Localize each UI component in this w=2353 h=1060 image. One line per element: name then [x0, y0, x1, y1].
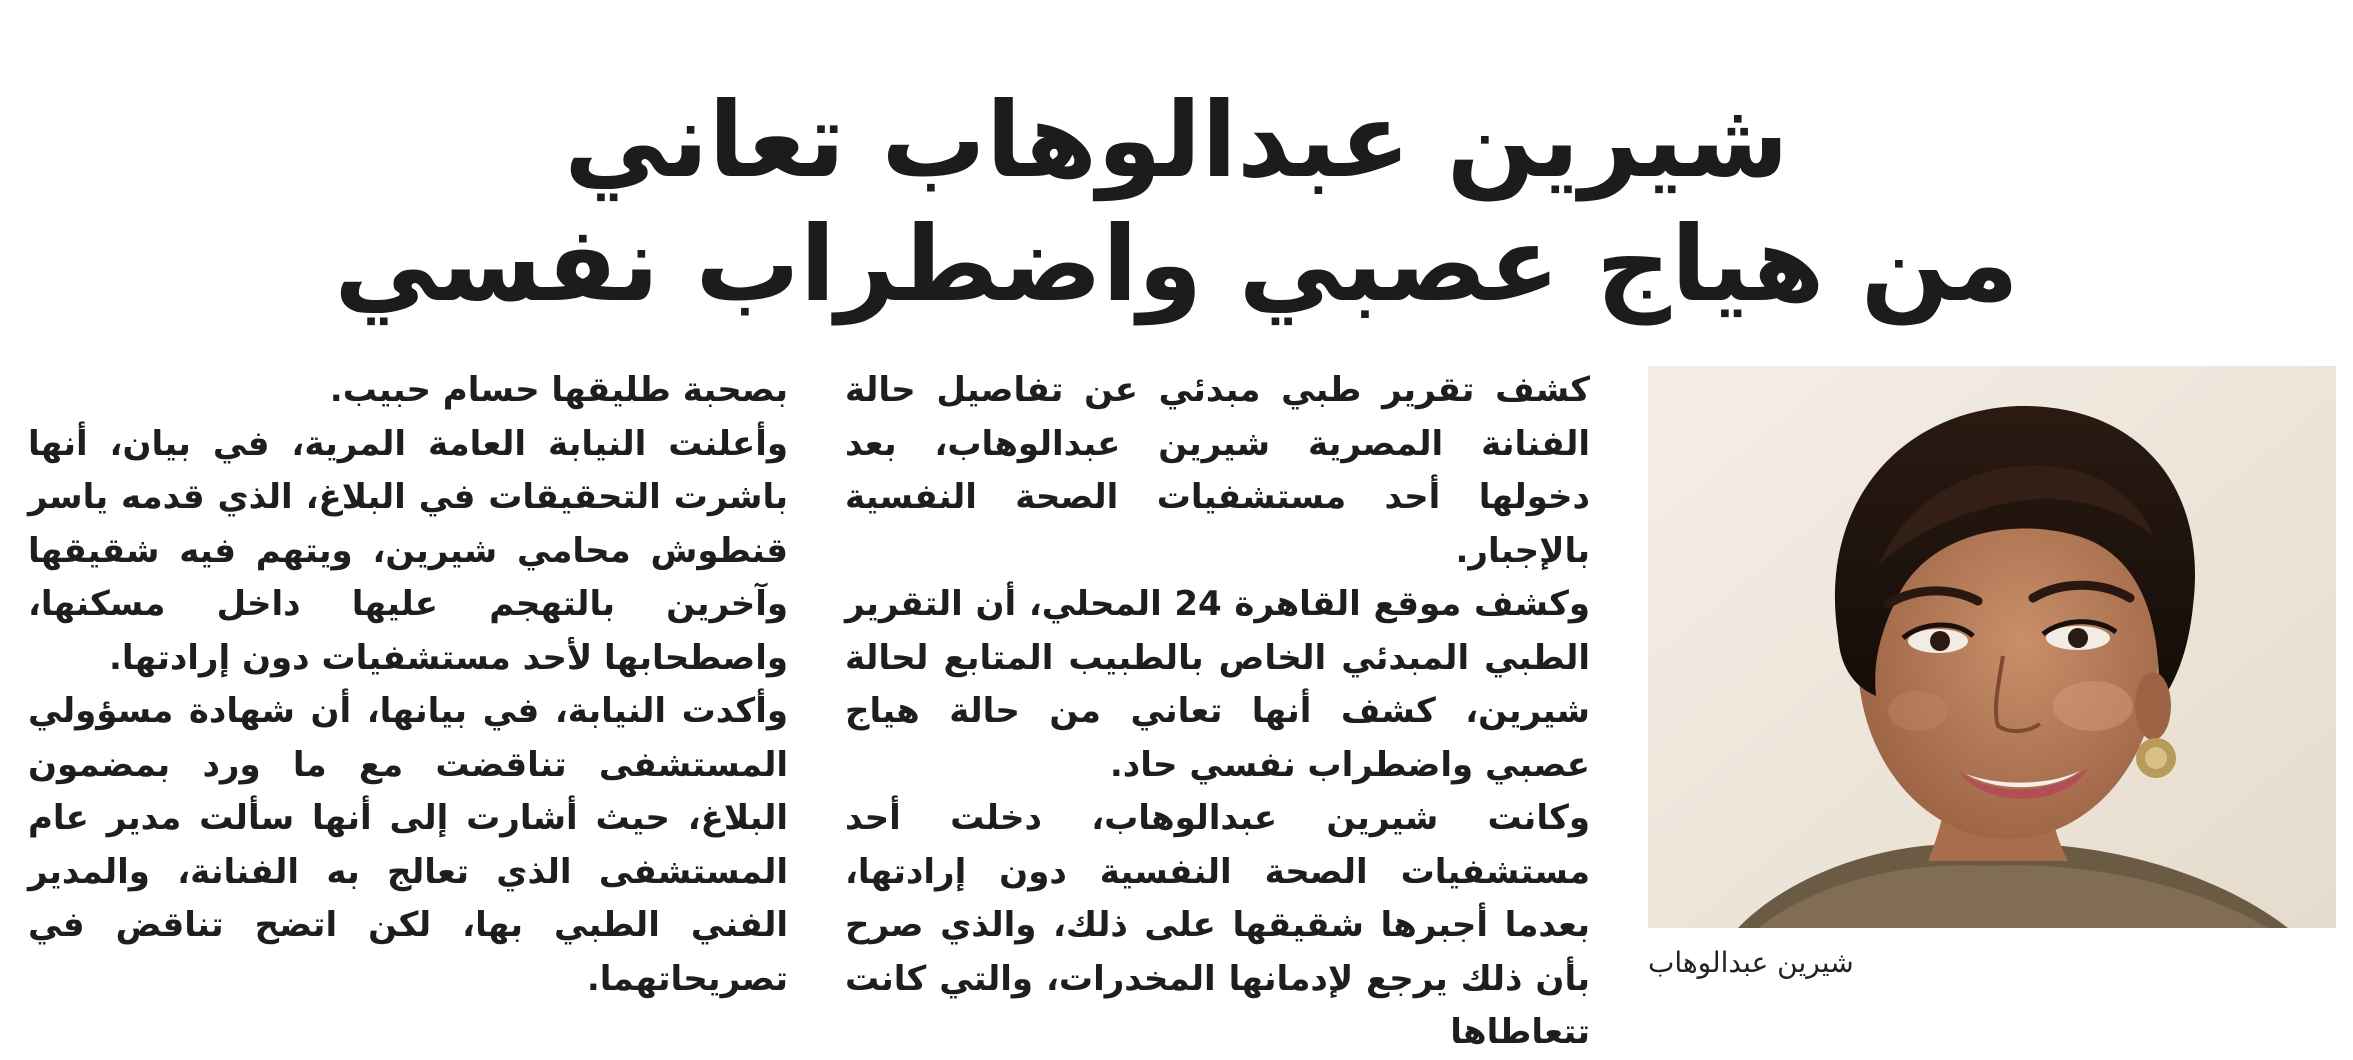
paragraph: كشف تقرير طبي مبدئي عن تفاصيل حالة الفنانة المصرية شيرين عبدالوهاب، بعد دخولها أحد مستشفيات الصحة النفسية بالإجبار.	[845, 370, 1590, 571]
article-column-right	[845, 364, 1590, 1060]
headline	[0, 78, 2353, 326]
article-column-left	[28, 364, 788, 1006]
paragraph: وأكدت النيابة، في بيانها، أن شهادة مسؤولي المستشفى تناقضت مع ما ورد بمضمون البلاغ، حيث أشارت إلى أنها سألت مدير عام المستشفى الذي تعالج به الفنانة، والمدير الفني الطبي بها، لكن اتضح تناقض في تصريحاتهما.	[28, 691, 788, 999]
headline-line-1: شيرين عبدالوهاب تعاني	[564, 79, 1789, 201]
photo-caption	[1648, 946, 2336, 979]
paragraph: بصحبة طليقها حسام حبيب.	[329, 370, 788, 410]
paragraph: وكانت شيرين عبدالوهاب، دخلت أحد مستشفيات الصحة النفسية دون إرادتها، بعدما أجبرها شقيقها على ذلك، والذي صرح بأن ذلك يرجع لإدمانها المخدرات، والتي كانت تتعاطاها	[845, 798, 1590, 1052]
portrait-photo	[1648, 366, 2336, 928]
portrait-illustration	[1648, 366, 2336, 928]
paragraph: وكشف موقع القاهرة 24 المحلي، أن التقرير الطبي المبدئي الخاص بالطبيب المتابع لحالة شيرين، كشف أنها تعاني من حالة هياج عصبي واضطراب نفسي حاد.	[845, 584, 1590, 785]
paragraph: وأعلنت النيابة العامة المرية، في بيان، أنها باشرت التحقيقات في البلاغ، الذي قدمه ياسر قنطوش محامي شيرين، ويتهم فيه شقيقها وآخرين بالتهجم عليها داخل مسكنها، واصطحابها لأحد مستشفيات دون إرادتها.	[28, 423, 788, 678]
photo-caption-text: شيرين عبدالوهاب	[1648, 946, 1854, 979]
headline-line-2: من هياج عصبي واضطراب نفسي	[334, 203, 2019, 325]
